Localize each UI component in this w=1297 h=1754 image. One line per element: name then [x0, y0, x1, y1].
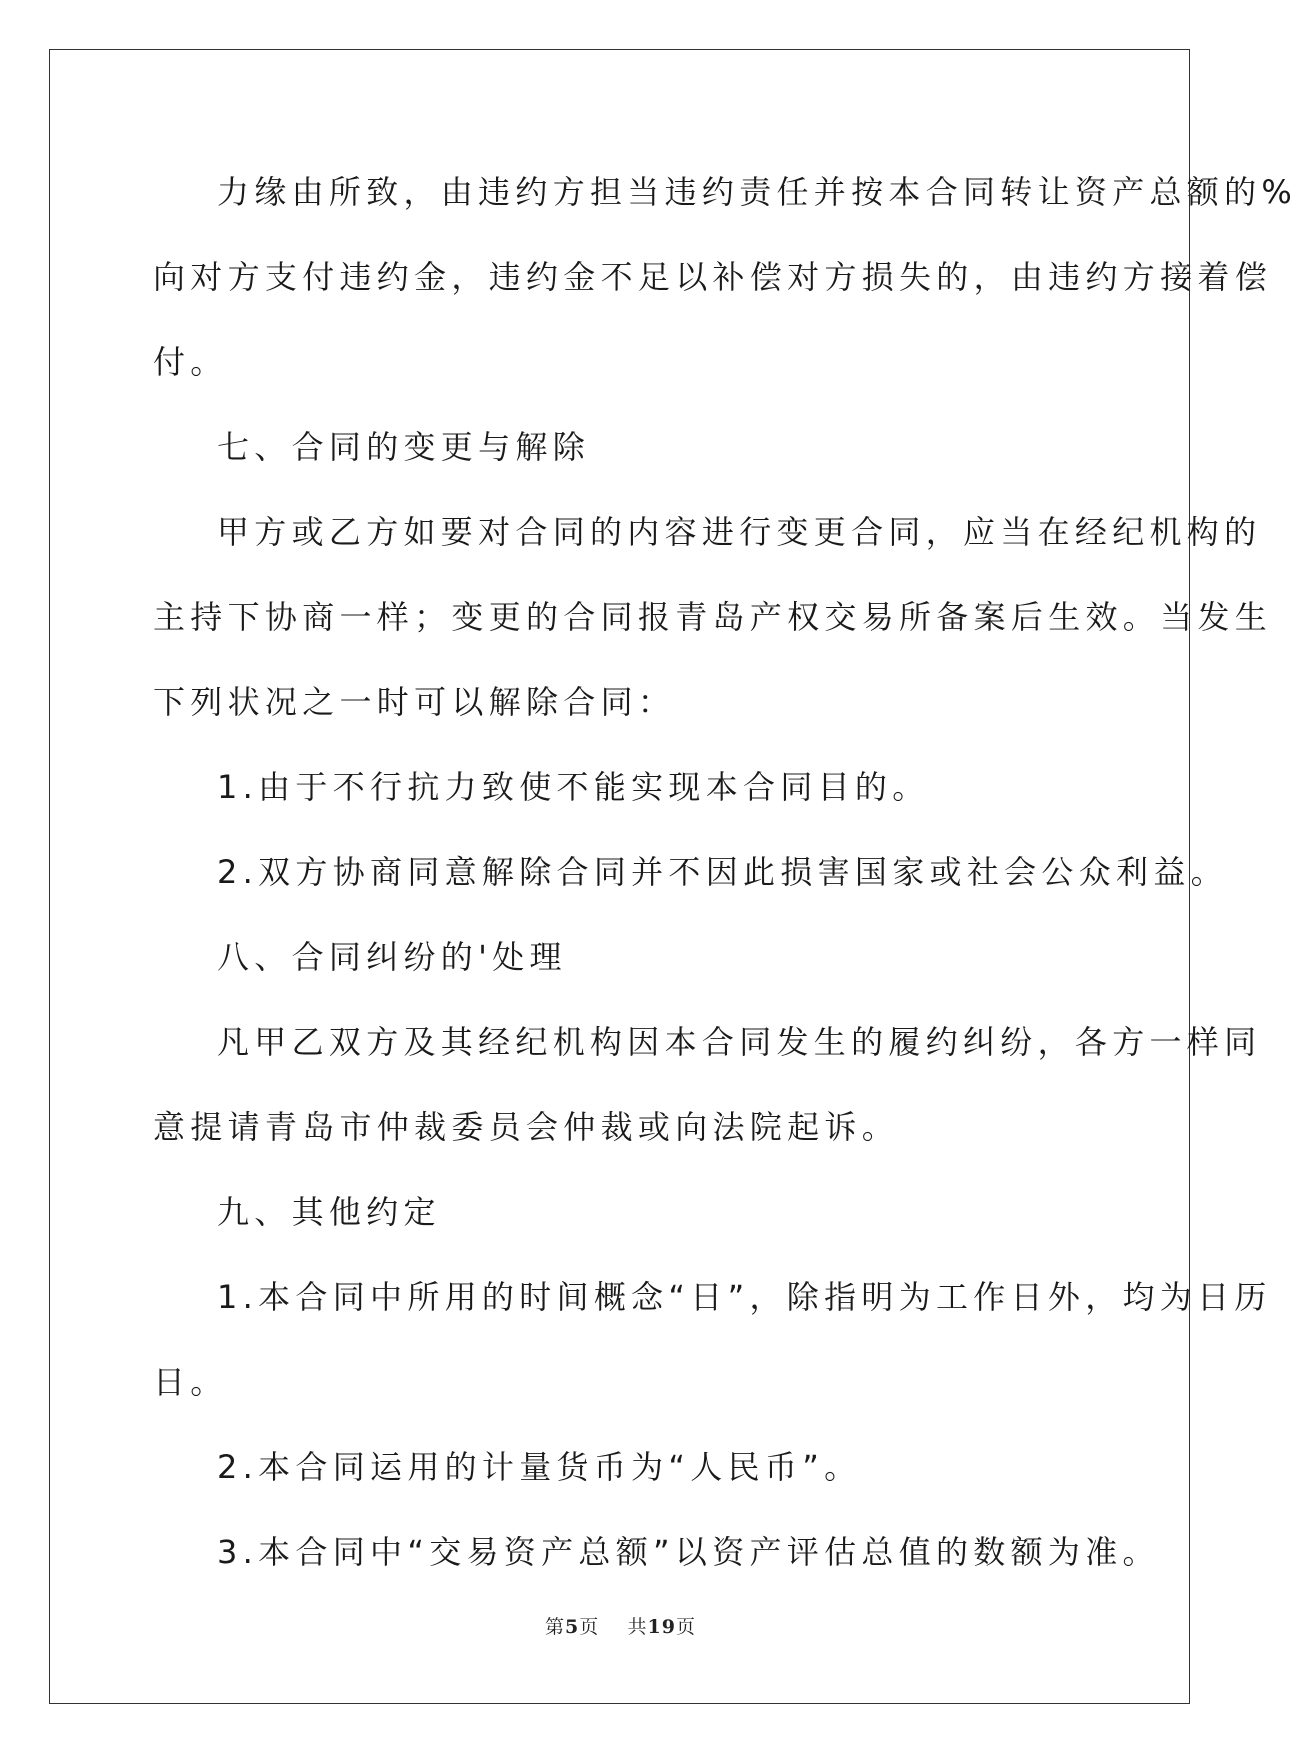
paragraph-line: 付。 [153, 343, 228, 381]
section-heading: 八、合同纠纷的'处理 [217, 938, 567, 976]
paragraph-line: 下列状况之一时可以解除合同： [153, 683, 676, 721]
paragraph-line: 向对方支付违约金，违约金不足以补偿对方损失的，由违约方接着偿 [153, 258, 1273, 296]
paragraph-line: 主持下协商一样；变更的合同报青岛产权交易所备案后生效。当发生 [153, 598, 1273, 636]
page-suffix: 页 [579, 1616, 600, 1638]
page-number: 5 [565, 1616, 580, 1638]
list-item: 1.由于不行抗力致使不能实现本合同目的。 [217, 768, 930, 806]
list-item: 2.双方协商同意解除合同并不因此损害国家或社会公众利益。 [217, 853, 1228, 891]
page-prefix: 第 [545, 1616, 566, 1638]
paragraph-line: 力缘由所致，由违约方担当违约责任并按本合同转让资产总额的% [217, 173, 1297, 211]
section-heading: 九、其他约定 [217, 1193, 441, 1231]
paragraph-line: 甲方或乙方如要对合同的内容进行变更合同，应当在经纪机构的 [217, 513, 1262, 551]
section-heading: 七、合同的变更与解除 [217, 428, 591, 466]
list-item-continuation: 日。 [153, 1363, 228, 1401]
list-item: 1.本合同中所用的时间概念“日”，除指明为工作日外，均为日历 [217, 1278, 1272, 1316]
paragraph-line: 凡甲乙双方及其经纪机构因本合同发生的履约纠纷，各方一样同 [217, 1023, 1262, 1061]
document-body [153, 150, 1297, 1595]
total-suffix: 页 [675, 1616, 696, 1638]
list-item: 2.本合同运用的计量货币为“人民币”。 [217, 1448, 862, 1486]
total-prefix: 共 [627, 1616, 648, 1638]
page-footer [0, 1612, 1241, 1639]
list-item: 3.本合同中“交易资产总额”以资产评估总值的数额为准。 [217, 1533, 1160, 1571]
paragraph-line: 意提请青岛市仲裁委员会仲裁或向法院起诉。 [153, 1108, 900, 1146]
total-pages: 19 [647, 1616, 676, 1638]
